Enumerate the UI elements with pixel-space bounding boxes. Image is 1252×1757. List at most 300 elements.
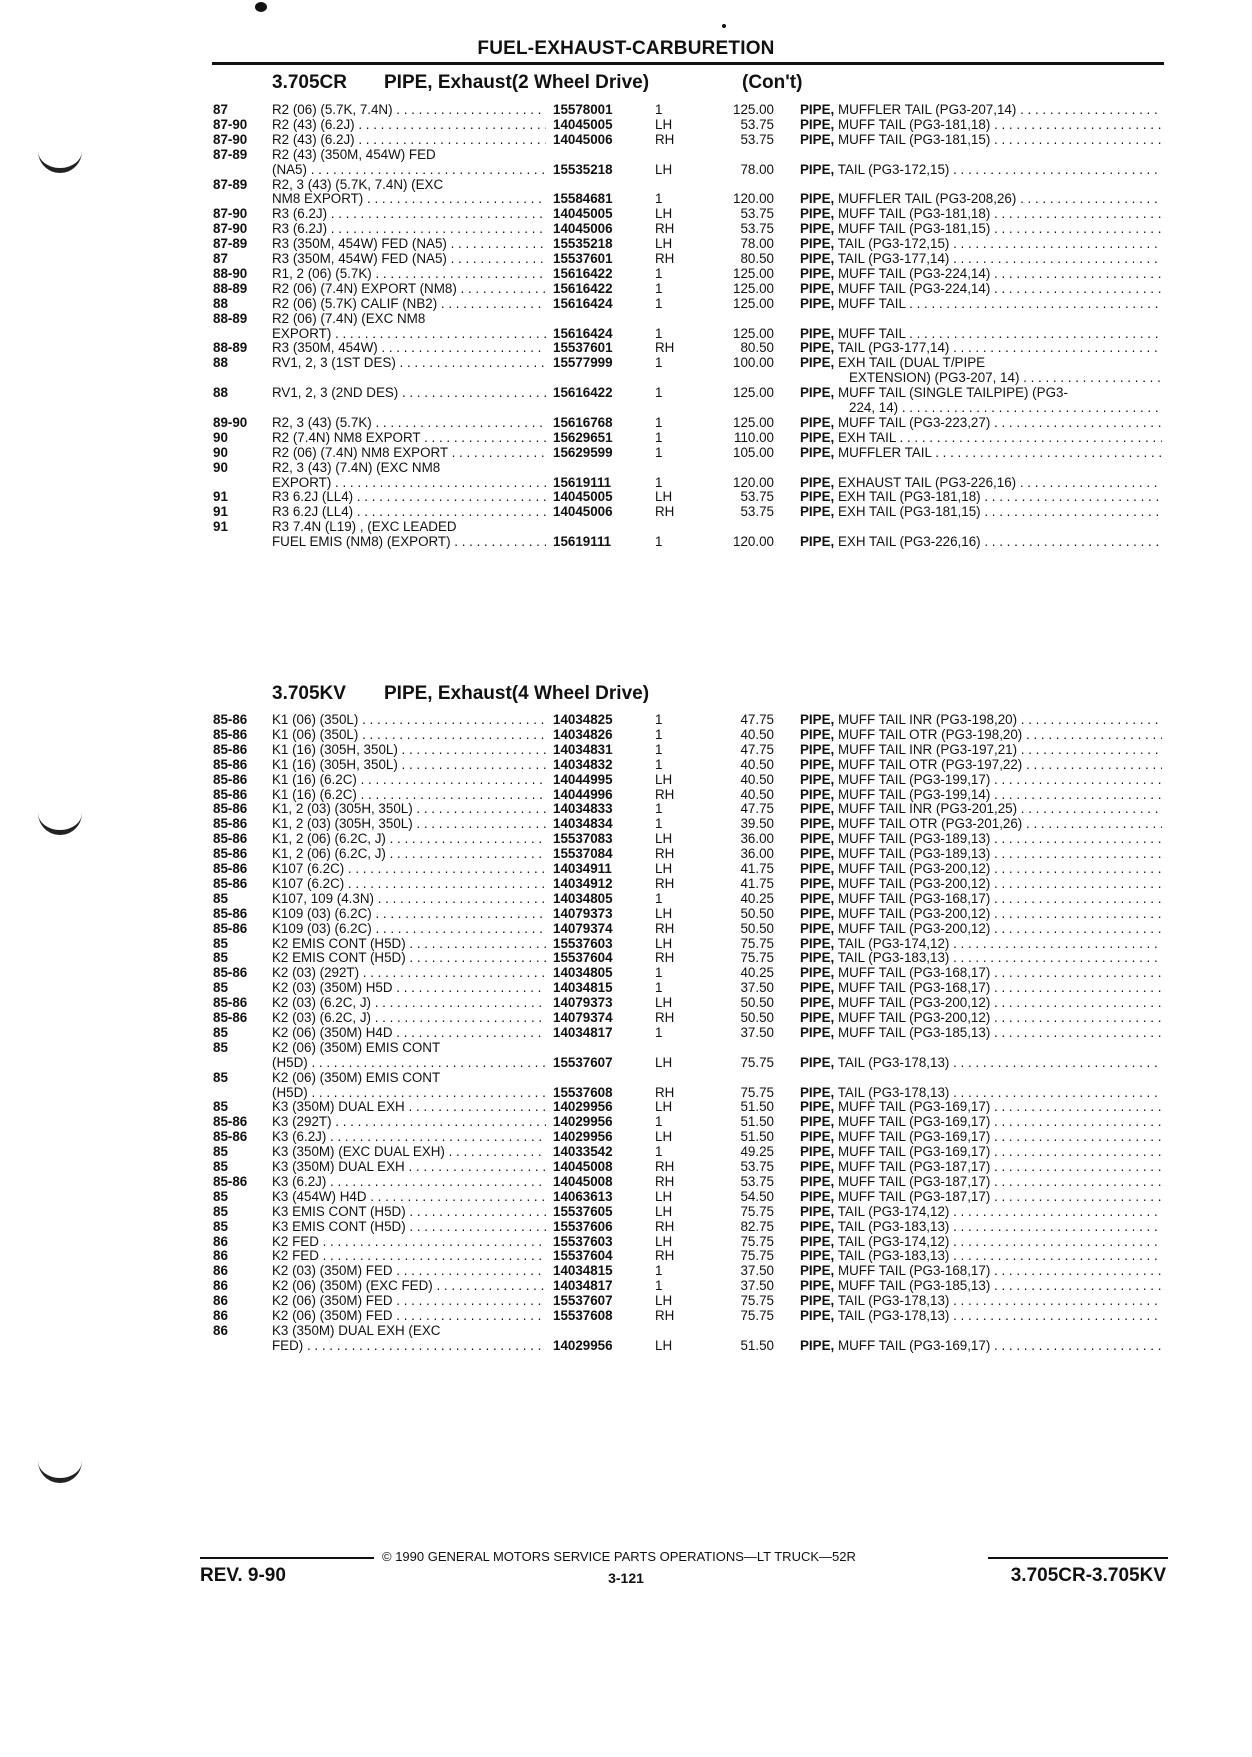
table-row xyxy=(0,1323,1252,1339)
price: 110.00 xyxy=(734,429,774,445)
vehicle-description: R3 6.2J (LL4) . . . xyxy=(272,489,546,505)
part-name-detail: MUFF TAIL (PG3-224,14) xyxy=(837,265,991,281)
part-name-keyword: PIPE, xyxy=(800,905,835,921)
part-name-keyword: PIPE, xyxy=(800,265,835,281)
table-row xyxy=(0,415,1252,431)
part-name-keyword: PIPE, xyxy=(800,1099,835,1115)
part-name-keyword: PIPE, xyxy=(800,980,835,996)
table-row xyxy=(0,445,1252,461)
model-year: 85-86 xyxy=(213,1114,248,1130)
price: 80.50 xyxy=(740,251,774,266)
part-name-keyword: PIPE, xyxy=(800,771,835,787)
vehicle-description: R3 6.2J (LL4) . . . xyxy=(272,504,546,520)
part-name-detail: EXH TAIL (PG3-181,18) xyxy=(837,489,981,505)
vehicle-description: K107 (6.2C) . . . xyxy=(272,861,546,877)
vehicle-description: R2, 3 (43) (7.4N) (EXC NM8 xyxy=(272,459,441,475)
quantity: LH xyxy=(655,1129,673,1145)
part-number: 14045006 xyxy=(553,221,613,237)
quantity: RH xyxy=(655,251,675,266)
price: 40.50 xyxy=(740,726,774,742)
price: 53.75 xyxy=(740,131,774,147)
part-name-detail: TAIL (PG3-174,12) xyxy=(837,1203,950,1219)
part-name-keyword: PIPE, xyxy=(800,1054,835,1070)
model-year: 85 xyxy=(213,1159,228,1174)
part-name-keyword: PIPE, xyxy=(800,1233,835,1249)
part-name-detail: EXH TAIL (PG3-181,15) xyxy=(837,504,981,520)
part-number: 14045005 xyxy=(553,116,613,132)
model-year: 85-86 xyxy=(213,905,248,921)
part-number: 15537607 xyxy=(553,1293,613,1309)
quantity: LH xyxy=(655,1337,673,1353)
part-name-detail: MUFF TAIL (PG3-169,17) xyxy=(837,1099,991,1115)
part-number: 14034815 xyxy=(553,1263,613,1279)
quantity: 1 xyxy=(655,429,663,445)
part-name xyxy=(800,236,1162,252)
vehicle-description: K3 (292T) . . . xyxy=(272,1114,546,1130)
price: 75.75 xyxy=(740,1233,774,1249)
part-number: 15537603 xyxy=(553,935,613,951)
part-name xyxy=(800,1055,1162,1071)
part-name xyxy=(800,846,1162,862)
part-name xyxy=(800,1085,1162,1101)
part-name-keyword: PIPE, xyxy=(800,1337,835,1353)
vehicle-description: K2 (06) (350M) FED . . . xyxy=(272,1308,546,1324)
table-row xyxy=(0,1025,1252,1041)
part-name xyxy=(800,445,1162,461)
part-name-detail: MUFF TAIL (PG3-187,17) xyxy=(837,1173,991,1189)
part-name xyxy=(800,831,1162,847)
part-name-detail: TAIL (PG3-178,13) xyxy=(837,1054,950,1070)
part-number: 14034831 xyxy=(553,741,613,757)
model-year: 85-86 xyxy=(213,861,248,876)
table-row xyxy=(0,534,1252,550)
model-year: 91 xyxy=(213,489,228,505)
quantity: RH xyxy=(655,1308,675,1323)
quantity: LH xyxy=(655,771,673,787)
part-name xyxy=(800,162,1162,178)
header-rule xyxy=(212,62,1164,65)
part-name xyxy=(800,206,1162,222)
part-name-keyword: PIPE, xyxy=(800,161,835,177)
table-row xyxy=(0,191,1252,207)
price: 50.50 xyxy=(740,995,774,1011)
part-number: 15537084 xyxy=(553,846,613,862)
price: 49.25 xyxy=(740,1144,774,1160)
vehicle-description: R2, 3 (43) (5.7K) . . . xyxy=(272,415,546,431)
model-year: 86 xyxy=(213,1293,228,1309)
table-row xyxy=(0,891,1252,907)
part-name-keyword: PIPE, xyxy=(800,816,835,832)
footer-copyright: © 1990 GENERAL MOTORS SERVICE PARTS OPERATIONS—LT TRUCK—52R xyxy=(382,1549,856,1564)
part-name-keyword: PIPE, xyxy=(800,131,835,147)
price: 100.00 xyxy=(733,355,774,371)
part-name-detail: MUFF TAIL (PG3-168,17) xyxy=(837,890,991,906)
vehicle-description: K1, 2 (06) (6.2C, J) . . . xyxy=(272,846,546,862)
price: 40.50 xyxy=(740,786,774,802)
part-name-keyword: PIPE, xyxy=(800,890,835,906)
part-name-detail: MUFF TAIL INR (PG3-197,21) xyxy=(837,741,1018,757)
price: 82.75 xyxy=(740,1218,774,1234)
model-year: 85 xyxy=(213,950,228,966)
model-year: 89-90 xyxy=(213,414,248,430)
table-row xyxy=(0,906,1252,922)
vehicle-description: R3 (350M, 454W) . . . xyxy=(272,340,546,356)
price: 75.75 xyxy=(740,1248,774,1264)
price: 47.75 xyxy=(740,712,774,727)
quantity: 1 xyxy=(655,414,663,430)
model-year: 85-86 xyxy=(213,846,248,862)
part-number: 15537603 xyxy=(553,1233,613,1249)
part-number: 14034834 xyxy=(553,816,613,832)
table-row xyxy=(0,1010,1252,1026)
section-heading xyxy=(272,683,649,705)
ink-speck xyxy=(722,24,726,28)
part-name xyxy=(800,251,1162,267)
part-number: 15537604 xyxy=(553,950,613,966)
vehicle-description: K1 (16) (6.2C) . . . xyxy=(272,772,546,788)
table-row xyxy=(0,489,1252,505)
quantity: RH xyxy=(655,786,675,802)
part-name xyxy=(800,296,1162,312)
quantity: LH xyxy=(655,1203,673,1219)
vehicle-description: FUEL EMIS (NM8) (EXPORT) . . . xyxy=(272,534,546,550)
part-name-keyword: PIPE, xyxy=(800,385,835,401)
price: 37.50 xyxy=(740,1278,774,1294)
quantity: 1 xyxy=(655,1278,663,1294)
model-year: 87-90 xyxy=(213,206,248,222)
table-row xyxy=(0,1234,1252,1250)
part-name-keyword: PIPE, xyxy=(800,534,835,550)
part-name xyxy=(800,1114,1162,1130)
part-number: 14079374 xyxy=(553,920,613,936)
model-year: 85-86 xyxy=(213,771,248,787)
part-name-detail: MUFF TAIL (PG3-181,18) xyxy=(837,116,991,132)
part-number: 15629599 xyxy=(553,444,613,460)
model-year: 88-89 xyxy=(213,280,248,296)
vehicle-description: R3 (350M, 454W) FED (NA5) . . . xyxy=(272,236,546,252)
table-row xyxy=(0,370,1252,386)
part-name xyxy=(800,475,1162,491)
model-year: 88 xyxy=(213,355,228,371)
vehicle-description: K3 EMIS CONT (H5D) . . . xyxy=(272,1204,546,1220)
table-row xyxy=(0,1085,1252,1101)
table-row xyxy=(0,772,1252,788)
part-name xyxy=(849,370,1162,386)
model-year: 85 xyxy=(213,890,228,906)
part-name-keyword: PIPE, xyxy=(800,920,835,936)
price: 75.75 xyxy=(740,1054,774,1070)
price: 125.00 xyxy=(733,295,774,311)
part-name-keyword: PIPE, xyxy=(800,1308,835,1323)
part-number: 14029956 xyxy=(553,1129,613,1145)
model-year: 85 xyxy=(213,935,228,951)
part-name xyxy=(800,995,1162,1011)
table-row xyxy=(0,980,1252,996)
part-name-keyword: PIPE, xyxy=(800,1084,835,1100)
part-number: 14079374 xyxy=(553,1010,613,1025)
price: 40.25 xyxy=(740,965,774,981)
model-year: 87-90 xyxy=(213,221,248,237)
price: 51.50 xyxy=(740,1114,774,1130)
table-row xyxy=(0,787,1252,803)
vehicle-description: K2 (06) (350M) EMIS CONT xyxy=(272,1039,441,1055)
part-name-keyword: PIPE, xyxy=(800,712,835,727)
price: 47.75 xyxy=(740,741,774,757)
model-year: 85 xyxy=(213,1218,228,1234)
part-name xyxy=(800,355,1162,371)
table-row xyxy=(0,1159,1252,1175)
table-row xyxy=(0,995,1252,1011)
part-number: 14034833 xyxy=(553,801,613,817)
part-name-detail: MUFFLER TAIL xyxy=(837,444,932,460)
quantity: 1 xyxy=(655,741,663,757)
part-name xyxy=(800,1129,1162,1145)
price: 75.75 xyxy=(740,1293,774,1309)
price: 75.75 xyxy=(740,1084,774,1100)
part-number: 14029956 xyxy=(553,1114,613,1130)
part-number: 15535218 xyxy=(553,236,613,252)
table-row xyxy=(0,846,1252,862)
quantity: RH xyxy=(655,846,675,862)
vehicle-description: K3 (6.2J) . . . xyxy=(272,1174,546,1190)
part-name xyxy=(800,787,1162,803)
table-row xyxy=(0,1099,1252,1115)
quantity: 1 xyxy=(655,191,663,207)
vehicle-description: K3 (454W) H4D . . . xyxy=(272,1189,546,1205)
model-year: 87-89 xyxy=(213,176,248,192)
table-row xyxy=(0,326,1252,342)
table-row xyxy=(0,1070,1252,1086)
section-code: 3.705CR xyxy=(272,72,347,93)
part-name xyxy=(800,980,1162,996)
part-name-detail: MUFF TAIL (PG3-181,18) xyxy=(837,206,991,222)
vehicle-description: K109 (03) (6.2C) . . . xyxy=(272,921,546,937)
vehicle-description: K1, 2 (03) (305H, 350L) . . . xyxy=(272,801,546,817)
footer-rule xyxy=(200,1557,374,1559)
part-name-keyword: PIPE, xyxy=(800,102,835,117)
quantity: RH xyxy=(655,950,675,966)
quantity: 1 xyxy=(655,102,663,117)
model-year: 88-89 xyxy=(213,340,248,356)
vehicle-description: K3 EMIS CONT (H5D) . . . xyxy=(272,1219,546,1235)
part-name xyxy=(800,191,1162,207)
part-number: 14034817 xyxy=(553,1024,613,1040)
price: 125.00 xyxy=(733,265,774,281)
part-number: 14044996 xyxy=(553,786,613,802)
part-name-detail: TAIL (PG3-183,13) xyxy=(837,950,950,966)
part-name xyxy=(800,772,1162,788)
part-name-keyword: PIPE, xyxy=(800,1024,835,1040)
price: 41.75 xyxy=(740,875,774,891)
part-number: 15578001 xyxy=(553,102,613,117)
quantity: LH xyxy=(655,206,673,222)
table-row xyxy=(0,1144,1252,1160)
quantity: LH xyxy=(655,1099,673,1115)
vehicle-description: K1 (16) (305H, 350L) . . . xyxy=(272,757,546,773)
price: 125.00 xyxy=(733,385,774,401)
price: 125.00 xyxy=(733,414,774,430)
model-year: 85-86 xyxy=(213,786,248,802)
vehicle-description: K109 (03) (6.2C) . . . xyxy=(272,906,546,922)
table-row xyxy=(0,1055,1252,1071)
part-name xyxy=(800,430,1162,446)
price: 53.75 xyxy=(740,221,774,237)
table-row xyxy=(0,921,1252,937)
part-name-detail: TAIL (PG3-177,14) xyxy=(837,251,950,266)
part-name-detail: MUFF TAIL xyxy=(837,325,906,341)
table-row xyxy=(0,460,1252,476)
table-row xyxy=(0,1308,1252,1324)
price: 37.50 xyxy=(740,1024,774,1040)
part-name-keyword: PIPE, xyxy=(800,1159,835,1174)
table-row xyxy=(0,831,1252,847)
part-name-keyword: PIPE, xyxy=(800,756,835,772)
vehicle-description: R2 (43) (350M, 454W) FED xyxy=(272,146,436,162)
part-name xyxy=(800,1099,1162,1115)
part-name-detail: EXH TAIL (PG3-226,16) xyxy=(837,534,981,550)
vehicle-description: R3 (350M, 454W) FED (NA5) . . . xyxy=(272,251,546,267)
quantity: RH xyxy=(655,1159,675,1174)
part-name xyxy=(800,385,1162,401)
part-name-detail: MUFF TAIL (PG3-223,27) xyxy=(837,414,991,430)
part-name xyxy=(800,936,1162,952)
part-name-detail: MUFF TAIL (PG3-200,12) xyxy=(837,905,991,921)
table-row xyxy=(0,1189,1252,1205)
part-name-keyword: PIPE, xyxy=(800,831,835,847)
price: 50.50 xyxy=(740,920,774,936)
part-number: 14029956 xyxy=(553,1337,613,1353)
model-year: 85-86 xyxy=(213,965,248,981)
vehicle-description: R2 (43) (6.2J) . . . xyxy=(272,117,546,133)
part-name xyxy=(800,281,1162,297)
price: 53.75 xyxy=(740,489,774,505)
part-name-detail: MUFF TAIL (PG3-200,12) xyxy=(837,995,991,1011)
quantity: RH xyxy=(655,1248,675,1264)
part-number: 14034805 xyxy=(553,890,613,906)
part-name xyxy=(849,400,1162,416)
part-name xyxy=(800,415,1162,431)
part-name-keyword: PIPE, xyxy=(800,726,835,742)
quantity: 1 xyxy=(655,726,663,742)
part-number: 15535218 xyxy=(553,161,613,177)
price: 41.75 xyxy=(740,861,774,876)
part-name-keyword: PIPE, xyxy=(800,801,835,817)
price: 40.50 xyxy=(740,771,774,787)
vehicle-description: R3 (6.2J) . . . xyxy=(272,206,546,222)
table-row xyxy=(0,816,1252,832)
price: 125.00 xyxy=(733,102,774,117)
table-row xyxy=(0,475,1252,491)
table-row xyxy=(0,1248,1252,1264)
part-name xyxy=(800,965,1162,981)
vehicle-description: R2 (06) (7.4N) (EXC NM8 xyxy=(272,310,426,326)
part-number: 14034912 xyxy=(553,875,613,891)
table-row xyxy=(0,950,1252,966)
part-number: 14045006 xyxy=(553,131,613,147)
part-name-keyword: PIPE, xyxy=(800,1144,835,1160)
part-name-keyword: PIPE, xyxy=(800,251,835,266)
quantity: RH xyxy=(655,1218,675,1234)
part-name-detail: MUFF TAIL OTR (PG3-201,26) xyxy=(837,816,1023,832)
vehicle-description: R3 7.4N (L19) , (EXC LEADED xyxy=(272,519,457,535)
model-year: 85-86 xyxy=(213,875,248,891)
part-name xyxy=(800,861,1162,877)
part-name-detail: MUFF TAIL (PG3-200,12) xyxy=(837,920,991,936)
vehicle-description: K2 (06) (350M) EMIS CONT xyxy=(272,1069,441,1085)
quantity: RH xyxy=(655,875,675,891)
price: 75.75 xyxy=(740,935,774,951)
table-row xyxy=(0,117,1252,133)
part-name-keyword: PIPE, xyxy=(800,995,835,1011)
quantity: LH xyxy=(655,1054,673,1070)
vehicle-description: K107 (6.2C) . . . xyxy=(272,876,546,892)
part-name xyxy=(800,801,1162,817)
part-name-detail: MUFFLER TAIL (PG3-208,26) xyxy=(837,191,1017,207)
part-number: 14029956 xyxy=(553,1099,613,1115)
part-number: 15537606 xyxy=(553,1218,613,1234)
part-name xyxy=(800,1293,1162,1309)
vehicle-description: K3 (350M) DUAL EXH . . . xyxy=(272,1159,546,1175)
table-row xyxy=(0,965,1252,981)
price: 125.00 xyxy=(733,325,774,341)
table-row xyxy=(0,355,1252,371)
table-row xyxy=(0,1129,1252,1145)
section-title: PIPE, Exhaust(2 Wheel Drive) xyxy=(384,72,650,93)
quantity: 1 xyxy=(655,280,663,296)
part-name-keyword: PIPE, xyxy=(800,1248,835,1264)
quantity: LH xyxy=(655,161,673,177)
part-name-detail: MUFF TAIL (PG3-181,15) xyxy=(837,131,991,147)
model-year: 85-86 xyxy=(213,1010,248,1025)
part-name xyxy=(800,1308,1162,1324)
model-year: 87-90 xyxy=(213,131,248,147)
vehicle-description: R2 (7.4N) NM8 EXPORT . . . xyxy=(272,430,546,446)
quantity: 1 xyxy=(655,980,663,996)
part-name xyxy=(800,1338,1162,1354)
vehicle-description: R2 (06) (7.4N) NM8 EXPORT . . . xyxy=(272,445,546,461)
part-name-keyword: PIPE, xyxy=(800,1218,835,1234)
vehicle-description: (NA5) . . . xyxy=(272,162,546,178)
model-year: 85 xyxy=(213,1024,228,1040)
model-year: 88-90 xyxy=(213,265,248,281)
vehicle-description: K2 (03) (6.2C, J) . . . xyxy=(272,1010,546,1026)
vehicle-description: K2 (03) (350M) H5D . . . xyxy=(272,980,546,996)
model-year: 91 xyxy=(213,519,228,535)
vehicle-description: K2 FED . . . xyxy=(272,1248,546,1264)
part-name-detail: 224, 14) xyxy=(849,400,899,415)
price: 80.50 xyxy=(740,340,774,356)
part-name-detail: EXH TAIL (DUAL T/PIPE xyxy=(837,355,986,371)
vehicle-description: K2 (03) (6.2C, J) . . . xyxy=(272,995,546,1011)
part-name-detail: MUFF TAIL (PG3-169,17) xyxy=(837,1337,991,1353)
part-name-detail: MUFF TAIL (PG3-168,17) xyxy=(837,965,991,981)
price: 53.75 xyxy=(740,1159,774,1174)
part-name-keyword: PIPE, xyxy=(800,1203,835,1219)
vehicle-description: K3 (350M) DUAL EXH (EXC xyxy=(272,1322,441,1338)
price: 51.50 xyxy=(740,1099,774,1115)
model-year: 87 xyxy=(213,251,228,266)
model-year: 85-86 xyxy=(213,756,248,772)
quantity: LH xyxy=(655,116,673,132)
part-name xyxy=(800,1234,1162,1250)
price: 37.50 xyxy=(740,980,774,996)
price: 120.00 xyxy=(733,191,774,207)
part-name-keyword: PIPE, xyxy=(800,504,835,520)
part-name-detail: MUFF TAIL (PG3-187,17) xyxy=(837,1159,991,1174)
binder-hole-mark xyxy=(38,1460,82,1483)
part-number: 15577999 xyxy=(553,355,613,371)
price: 47.75 xyxy=(740,801,774,817)
